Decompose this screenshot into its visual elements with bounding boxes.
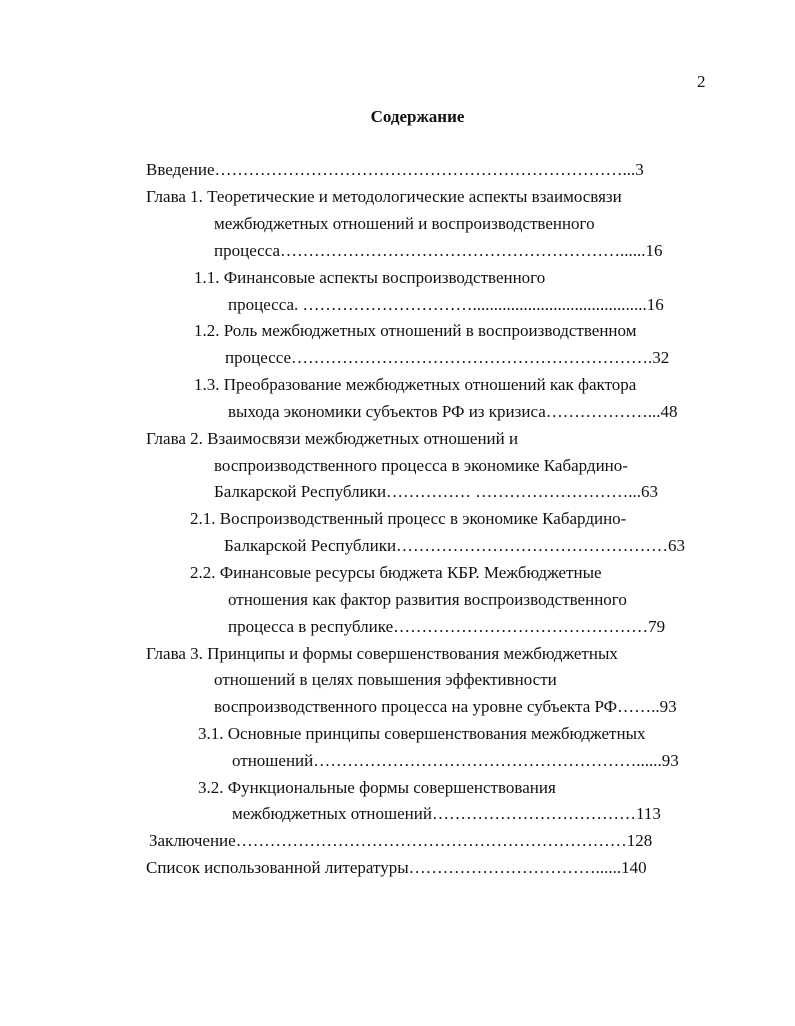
toc-entry-section-1-3-page: выхода экономики субъектов РФ из кризиса………………...48: [228, 402, 678, 421]
toc-entry-section-3-1: 3.1. Основные принципы совершенствования межбюджетных: [198, 724, 646, 743]
toc-entry-section-3-1-page: отношений…………………………………………………......93: [232, 751, 679, 770]
toc-entry-chapter-1: Глава 1. Теоретические и методологические аспекты взаимосвязи: [146, 187, 622, 206]
page-number: 2: [697, 72, 706, 91]
toc-entry-conclusion: Заключение……………………………………………………………128: [149, 831, 653, 850]
toc-entry-chapter-2-cont: воспроизводственного процесса в экономике Кабардино-: [214, 456, 628, 475]
toc-entry-section-1-1-page: процесса. ………………………….........................................16: [228, 295, 664, 314]
toc-title: Содержание: [370, 107, 465, 126]
toc-entry-bibliography: Список использованной литературы……………………………......140: [146, 858, 647, 877]
toc-entry-chapter-2: Глава 2. Взаимосвязи межбюджетных отношений и: [146, 429, 519, 448]
toc-entry-chapter-3: Глава 3. Принципы и формы совершенствования межбюджетных: [146, 644, 618, 663]
toc-entry-section-1-2-page: процессе……………………………………………………….32: [225, 348, 670, 367]
toc-entry-chapter-2-page: Балкарской Республики…………… ………………………...63: [214, 482, 659, 501]
toc-entry-chapter-1-cont: межбюджетных отношений и воспроизводственного: [214, 214, 595, 233]
toc-entry-chapter-3-cont: отношений в целях повышения эффективности: [214, 670, 557, 689]
toc-entry-introduction: Введение………………………………………………………………...3: [146, 160, 644, 179]
toc-entry-section-3-2: 3.2. Функциональные формы совершенствования: [198, 778, 556, 797]
toc-entry-chapter-3-page: воспроизводственного процесса на уровне субъекта РФ……..93: [214, 697, 677, 716]
toc-entry-section-3-2-page: межбюджетных отношений………………………………113: [232, 804, 661, 823]
toc-entry-section-1-2: 1.2. Роль межбюджетных отношений в воспроизводственном: [194, 321, 637, 340]
toc-entry-section-2-2-page: процесса в республике………………………………………79: [228, 617, 666, 636]
toc-entry-section-2-2-cont: отношения как фактор развития воспроизводственного: [228, 590, 627, 609]
toc-entry-section-2-2: 2.2. Финансовые ресурсы бюджета КБР. Межбюджетные: [190, 563, 602, 582]
toc-entry-chapter-1-page: процесса……………………………………………………......16: [214, 241, 663, 260]
toc-entry-section-2-1: 2.1. Воспроизводственный процесс в экономике Кабардино-: [190, 509, 627, 528]
toc-entry-section-1-1: 1.1. Финансовые аспекты воспроизводственного: [194, 268, 546, 287]
toc-entry-section-1-3: 1.3. Преобразование межбюджетных отношений как фактора: [194, 375, 637, 394]
toc-entry-section-2-1-page: Балкарской Республики…………………………………………63: [224, 536, 686, 555]
